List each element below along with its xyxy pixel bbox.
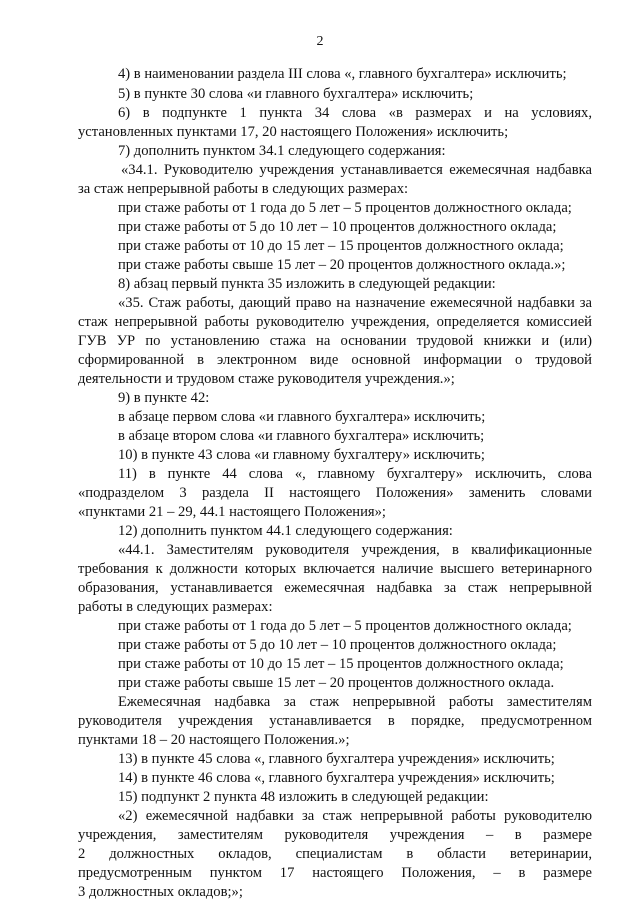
page-number: 2	[316, 34, 324, 49]
text-line: при стаже работы от 1 года до 5 лет – 5 процентов должностного оклада;	[118, 618, 572, 634]
text-line: «подразделом 3 раздела II настоящего Положения» заменить словами	[78, 485, 592, 501]
text-line: при стаже работы от 10 до 15 лет – 15 процентов должностного оклада;	[118, 238, 564, 254]
text-line: Ежемесячная надбавка за стаж непрерывной работы заместителям	[118, 694, 592, 710]
text-line: 12) дополнить пунктом 44.1 следующего содержания:	[118, 523, 453, 539]
text-line: образования, устанавливается ежемесячная надбавка за стаж непрерывной	[78, 580, 592, 596]
text-line: при стаже работы от 5 до 10 лет – 10 процентов должностного оклада;	[118, 637, 557, 653]
text-line: 9) в пункте 42:	[118, 390, 210, 406]
text-line: пунктами 18 – 20 настоящего Положения.»;	[78, 732, 350, 748]
text-line: учреждения, заместителям руководителя учреждения – в размере	[78, 827, 592, 843]
text-line: ГУВ УР по установлению стажа на основании трудовой книжки и (или)	[78, 333, 592, 349]
text-line: в абзаце первом слова «и главного бухгалтера» исключить;	[118, 409, 486, 425]
text-line: при стаже работы от 1 года до 5 лет – 5 процентов должностного оклада;	[118, 200, 572, 216]
text-line: 3 должностных окладов;»;	[78, 884, 243, 900]
text-line: при стаже работы от 10 до 15 лет – 15 процентов должностного оклада;	[118, 656, 564, 672]
text-line: «пунктами 21 – 29, 44.1 настоящего Положения»;	[78, 504, 386, 520]
text-line: 2 должностных окладов, специалистам в области ветеринарии,	[78, 846, 592, 862]
text-line: при стаже работы свыше 15 лет – 20 процентов должностного оклада.	[118, 675, 555, 691]
text-line: 10) в пункте 43 слова «и главному бухгалтеру» исключить;	[118, 447, 485, 463]
text-line: стаж непрерывной работы руководителю учреждения, определяется комиссией	[78, 314, 592, 330]
text-line: сформированной в электронном виде основной информации о трудовой	[78, 352, 592, 368]
text-line: руководителя учреждения устанавливается в порядке, предусмотренном	[78, 713, 592, 729]
text-line: в абзаце втором слова «и главного бухгалтера» исключить;	[118, 428, 485, 444]
text-line: «2) ежемесячной надбавки за стаж непрерывной работы руководителю	[118, 808, 592, 824]
text-line: 8) абзац первый пункта 35 изложить в следующей редакции:	[118, 276, 496, 292]
text-line: требования к должности которых включается наличие высшего ветеринарного	[78, 561, 592, 577]
text-line: 11) в пункте 44 слова «, главному бухгалтеру» исключить, слова	[118, 466, 592, 482]
text-line: 5) в пункте 30 слова «и главного бухгалтера» исключить;	[118, 86, 474, 102]
text-line: «44.1. Заместителям руководителя учреждения, в квалификационные	[118, 542, 592, 558]
text-line: 6) в подпункте 1 пункта 34 слова «в размерах и на условиях,	[118, 105, 592, 121]
text-line: «34.1. Руководителю учреждения устанавливается ежемесячная надбавка	[121, 162, 592, 178]
text-line: установленных пунктами 17, 20 настоящего Положения» исключить;	[78, 124, 509, 140]
text-line: 7) дополнить пунктом 34.1 следующего содержания:	[118, 143, 446, 159]
text-line: работы в следующих размерах:	[78, 599, 273, 615]
text-line: предусмотренным пунктом 17 настоящего Положения, – в размере	[78, 865, 592, 881]
text-line: 13) в пункте 45 слова «, главного бухгалтера учреждения» исключить;	[118, 751, 555, 767]
text-line: «35. Стаж работы, дающий право на назначение ежемесячной надбавки за	[118, 295, 592, 311]
text-line: за стаж непрерывной работы в следующих размерах:	[78, 181, 409, 197]
text-line: при стаже работы свыше 15 лет – 20 процентов должностного оклада.»;	[118, 257, 566, 273]
text-line: 14) в пункте 46 слова «, главного бухгалтера учреждения» исключить;	[118, 770, 555, 786]
text-line: 15) подпункт 2 пункта 48 изложить в следующей редакции:	[118, 789, 489, 805]
text-line: деятельности и трудовом стаже руководителя учреждения.»;	[78, 371, 455, 387]
text-line: при стаже работы от 5 до 10 лет – 10 процентов должностного оклада;	[118, 219, 557, 235]
text-line: 4) в наименовании раздела III слова «, главного бухгалтера» исключить;	[118, 66, 567, 82]
